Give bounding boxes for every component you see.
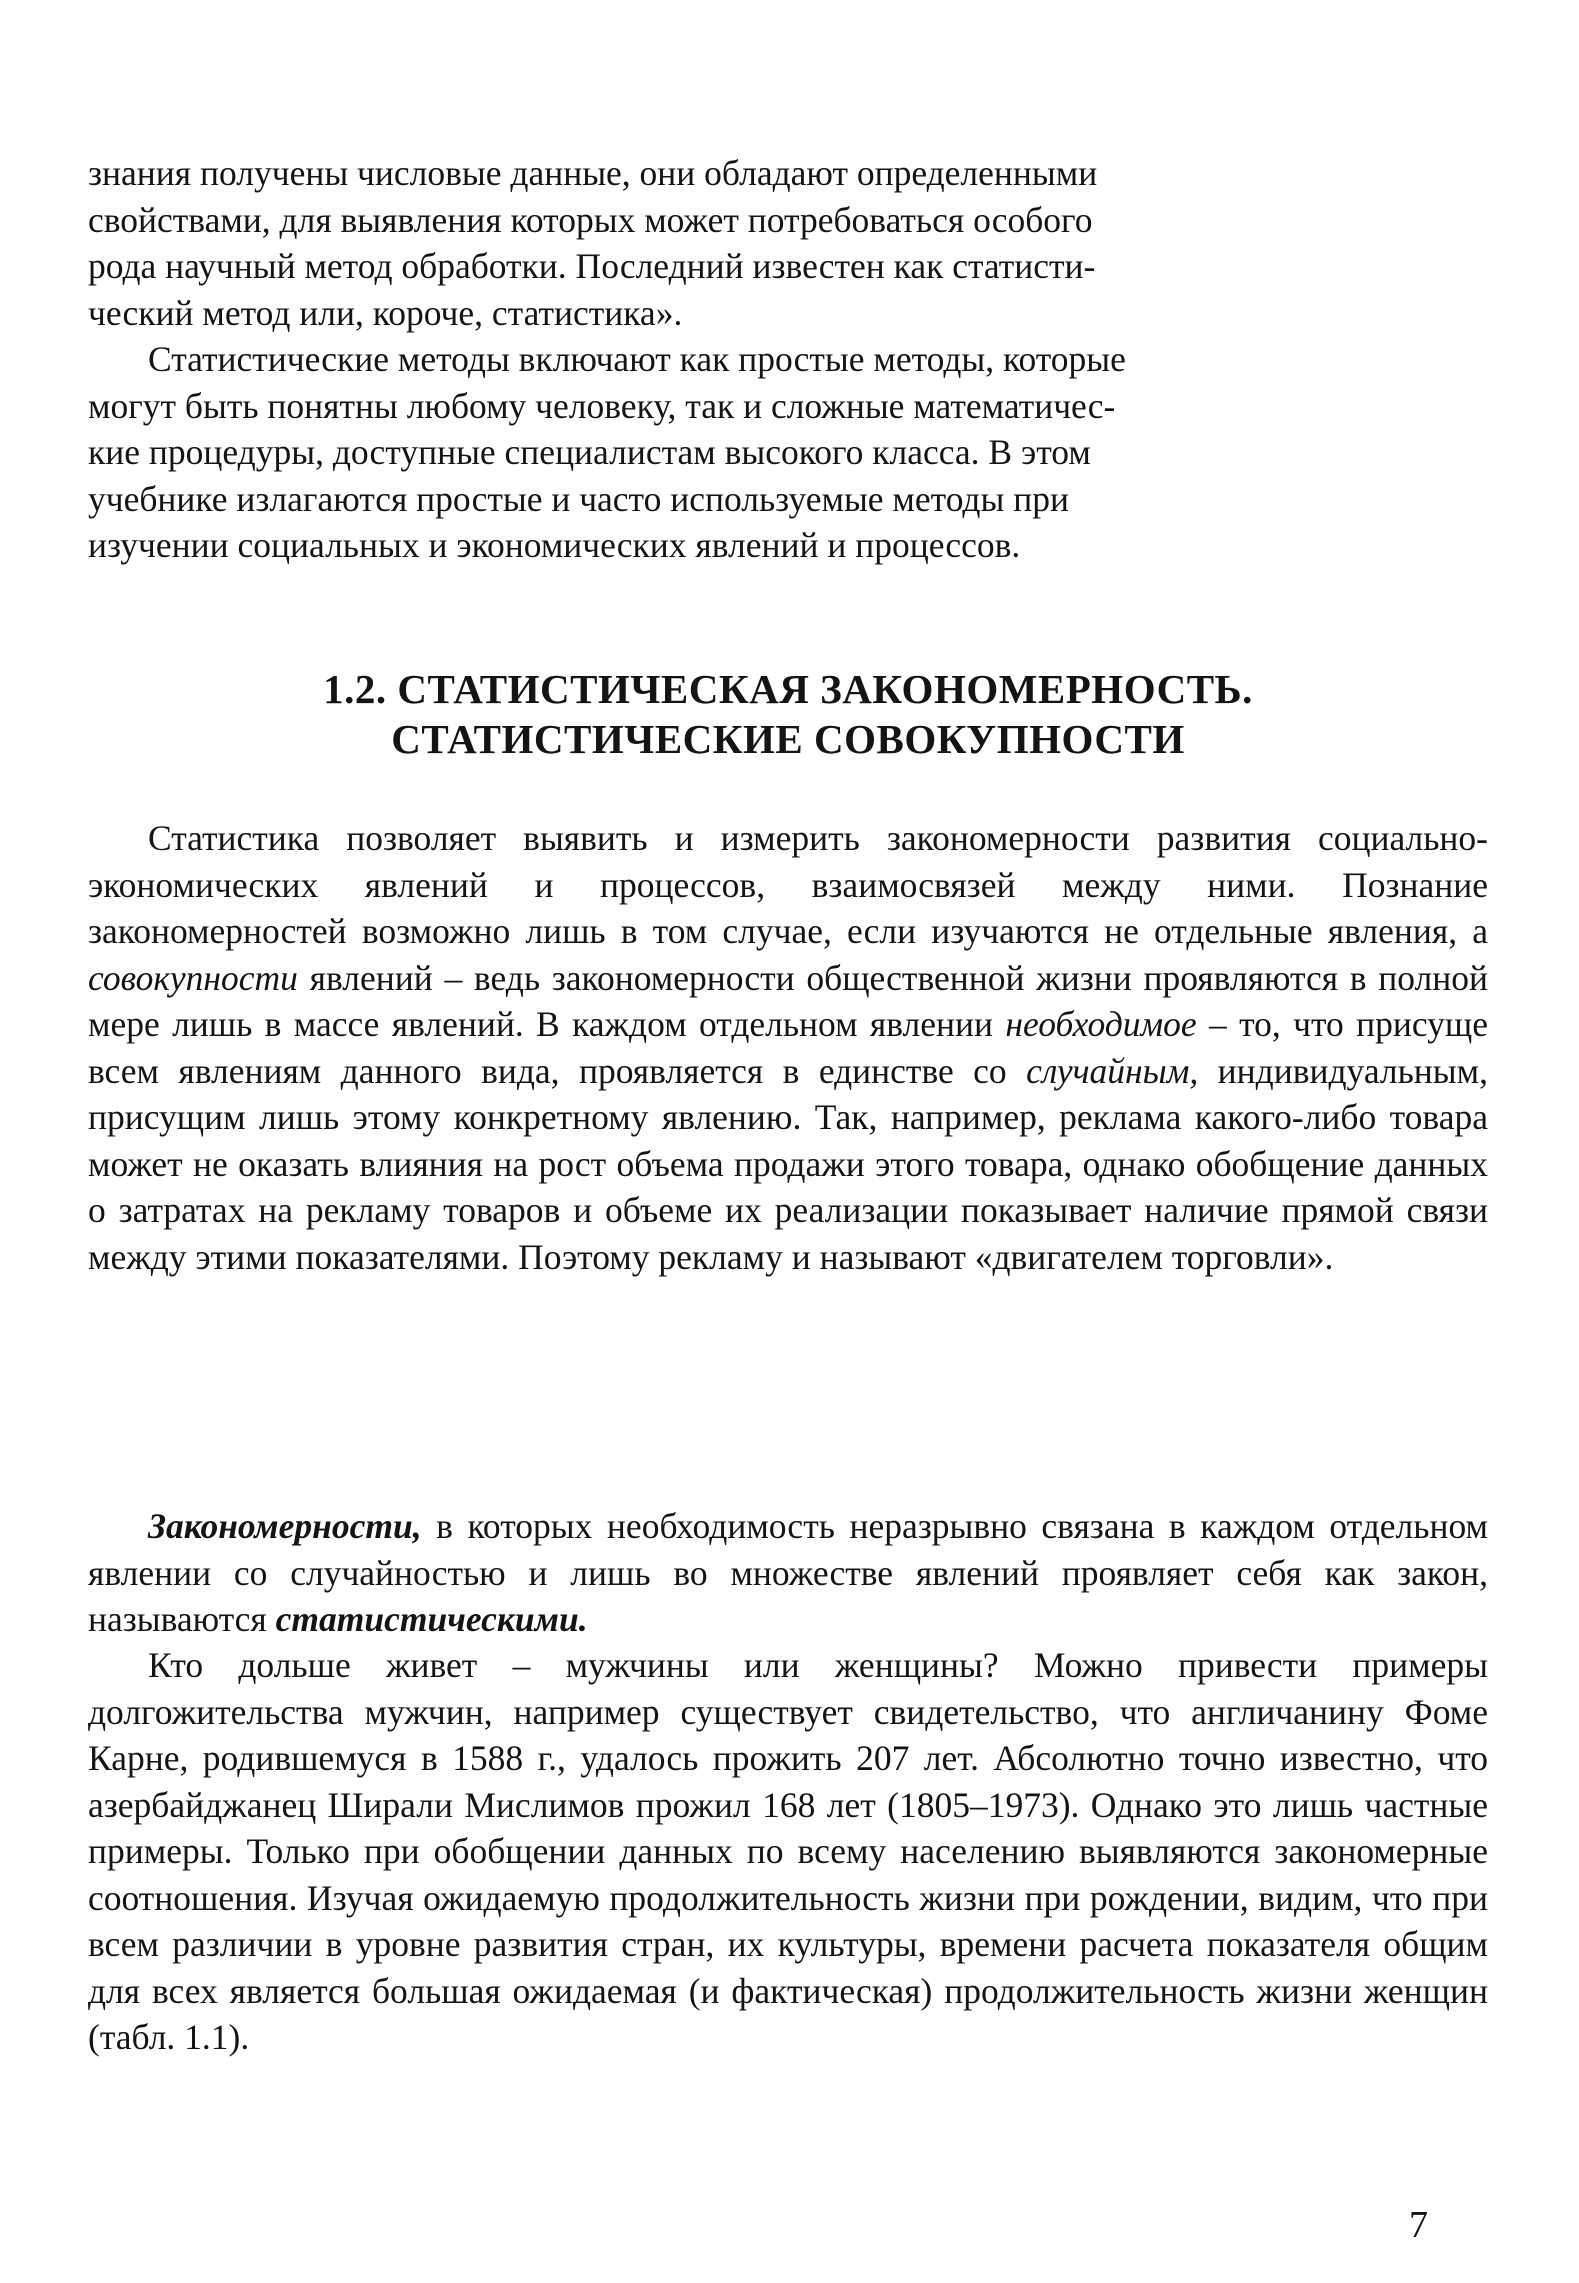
text-run: явлений – ведь закономерности общественной жизни проявляются в полной мере лишь в массе явлений. В каждом отдельном явлении	[88, 957, 1488, 1044]
methods-line: могут быть понятны любому человеку, так и сложные математичес-	[88, 385, 1116, 426]
regularities-paragraph-text	[88, 1503, 1488, 1643]
text-run: – то, что присуще всем явлениям данного вида, проявляется в единстве со	[88, 1004, 1488, 1091]
regularities-paragraph	[88, 1503, 1488, 1643]
intro-line: знания получены числовые данные, они обладают определенными	[88, 153, 1098, 193]
methods-line: Статистические методы включают как простые методы, которые	[148, 339, 1126, 379]
section-heading	[88, 664, 1488, 764]
intro-line: свойствами, для выявления которых может потребоваться особого	[88, 199, 1093, 240]
term-statistical: статистическими.	[275, 1599, 588, 1639]
methods-line: изучении социальных и экономических явлений и процессов.	[88, 525, 1021, 565]
methods-paragraph	[88, 336, 1488, 569]
intro-line: ческий метод или, короче, статистика».	[88, 292, 683, 333]
longevity-paragraph	[88, 1642, 1488, 2061]
section-heading-line: 1.2. СТАТИСТИЧЕСКАЯ ЗАКОНОМЕРНОСТЬ.	[323, 666, 1253, 712]
methods-line: учебнике излагаются простые и часто используемые методы при	[88, 478, 1069, 519]
term-necessary: необходимое	[1005, 1004, 1197, 1044]
statistics-paragraph-text	[88, 815, 1488, 1280]
text-run: в которых необходимость неразрывно связана в каждом отдельном явлении со случайностью и лишь во множестве явлений проявляет себя как закон, называются	[88, 1506, 1488, 1639]
longevity-paragraph-text: Кто дольше живет – мужчины или женщины? Можно привести примеры долгожительства мужчин, например существует свидетельство, что англичанину Фоме Карне, родившемуся в 1588 г., удалось прожить 207 лет. Абсолютно точно известно, что азербайджанец Ширали Мислимов прожил 168 лет (1805–1973). Однако это лишь частные примеры. Только при обобщении данных по всему населению выявляются закономерные соотношения. Изучая ожидаемую продолжительность жизни при рождении, видим, что при всем различии в уровне развития стран, их культуры, времени расчета показателя общим для всех является большая ожидаемая (и фактическая) продолжительность жизни женщин (табл. 1.1).	[88, 1645, 1488, 2057]
intro-paragraph	[88, 150, 1488, 336]
text-run: Статистика позволяет выявить и измерить закономерности развития социально-экономических явлений и процессов, взаимосвязей между ними. Познание закономерностей возможно лишь в том случае, если изучаются не отдельные явления, а	[88, 818, 1488, 951]
methods-line: кие процедуры, доступные специалистам высокого класса. В этом	[88, 432, 1091, 472]
page-number: 7	[1409, 2204, 1428, 2246]
term-aggregates: совокупности	[88, 957, 298, 998]
section-heading-line: СТАТИСТИЧЕСКИЕ СОВОКУПНОСТИ	[391, 716, 1185, 762]
intro-line: рода научный метод обработки. Последний известен как статисти-	[88, 246, 1096, 286]
text-run: индивидуальным, присущим лишь этому конкретному явлению. Так, например, реклама какого-либо товара может не оказать влияния на рост объема продажи этого товара, однако обобщение данных о затратах на рекламу товаров и объеме их реализации показывает наличие прямой связи между этими показателями. Поэтому рекламу и называют «двигателем торговли».	[88, 1050, 1488, 1277]
statistics-paragraph	[88, 815, 1488, 1280]
term-regularities: Закономерности,	[148, 1506, 422, 1546]
term-random: случайным,	[1026, 1050, 1199, 1091]
